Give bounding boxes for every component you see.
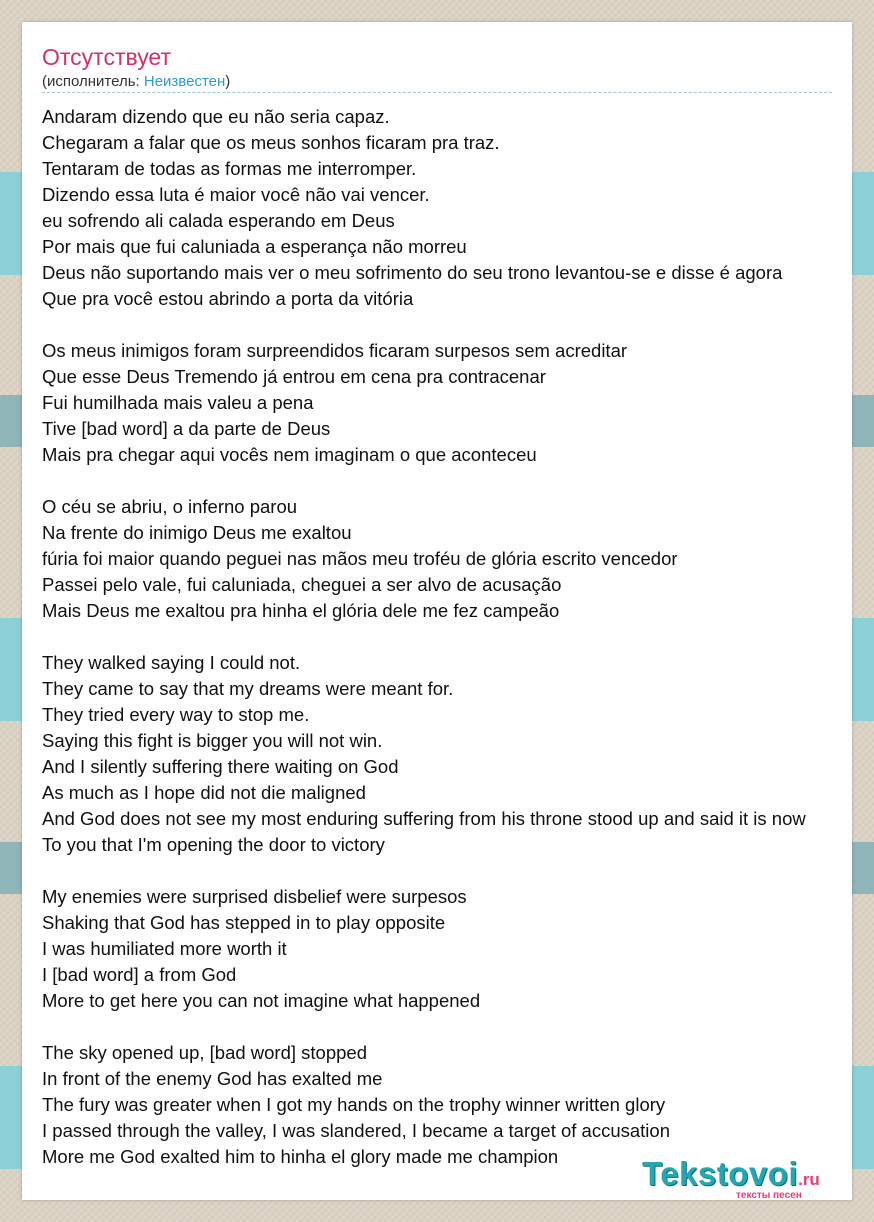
lyric-line: Tive [bad word] a da parte de Deus — [42, 418, 331, 439]
lyric-line: Shaking that God has stepped in to play opposite — [42, 912, 446, 933]
lyric-line: fúria foi maior quando peguei nas mãos meu troféu de glória escrito vencedor — [42, 548, 678, 569]
lyric-line: Tentaram de todas as formas me interromper. — [42, 158, 417, 179]
lyric-line: The fury was greater when I got my hands on the trophy winner written glory — [42, 1094, 666, 1115]
lyric-line: Chegaram a falar que os meus sonhos ficaram pra traz. — [42, 132, 500, 153]
lyric-line: In front of the enemy God has exalted me — [42, 1068, 383, 1089]
lyric-line: Fui humilhada mais valeu a pena — [42, 392, 314, 413]
lyric-line: And God does not see my most enduring suffering from his throne stood up and said it is now — [42, 808, 806, 829]
lyric-line: They tried every way to stop me. — [42, 704, 310, 725]
logo-name: Tekstovoi — [642, 1155, 799, 1192]
lyric-line: And I silently suffering there waiting on God — [42, 756, 399, 777]
lyric-line: More me God exalted him to hinha el glory made me champion — [42, 1146, 559, 1167]
logo-tagline: тексты песен — [736, 1190, 802, 1200]
lyric-line: My enemies were surprised disbelief were surpesos — [42, 886, 467, 907]
song-title: Отсутствует — [42, 44, 171, 70]
artist-prefix: (исполнитель: — [42, 73, 144, 90]
lyric-line: Mais pra chegar aqui vocês nem imaginam o que aconteceu — [42, 444, 537, 465]
lyric-line — [42, 468, 852, 494]
lyric-line: To you that I'm opening the door to victory — [42, 834, 385, 855]
lyric-line: I [bad word] a from God — [42, 964, 237, 985]
lyric-line — [42, 858, 852, 884]
lyric-line: As much as I hope did not die maligned — [42, 782, 366, 803]
lyric-line — [42, 1014, 852, 1040]
lyric-line: Que esse Deus Tremendo já entrou em cena pra contracenar — [42, 366, 546, 387]
lyric-line: Os meus inimigos foram surpreendidos ficaram surpesos sem acreditar — [42, 340, 628, 361]
lyric-line — [42, 312, 852, 338]
lyric-line: They came to say that my dreams were meant for. — [42, 678, 454, 699]
lyric-line: I passed through the valley, I was slandered, I became a target of accusation — [42, 1120, 670, 1141]
lyric-line: Andaram dizendo que eu não seria capaz. — [42, 106, 390, 127]
lyric-line: Por mais que fui caluniada a esperança não morreu — [42, 236, 467, 257]
artist-line — [42, 73, 230, 91]
lyric-line: More to get here you can not imagine what happened — [42, 990, 481, 1011]
lyric-line: eu sofrendo ali calada esperando em Deus — [42, 210, 395, 231]
lyric-line: Que pra você estou abrindo a porta da vitória — [42, 288, 414, 309]
lyric-line: Saying this fight is bigger you will not win. — [42, 730, 383, 751]
lyric-line: I was humiliated more worth it — [42, 938, 287, 959]
lyric-line: O céu se abriu, o inferno parou — [42, 496, 298, 517]
site-logo[interactable] — [642, 1155, 820, 1200]
lyrics-card — [22, 22, 852, 1200]
artist-suffix: ) — [225, 73, 231, 90]
lyric-line: Na frente do inimigo Deus me exaltou — [42, 522, 352, 543]
lyric-line: The sky opened up, [bad word] stopped — [42, 1042, 367, 1063]
lyric-line: Mais Deus me exaltou pra hinha el glória dele me fez campeão — [42, 600, 560, 621]
lyric-line: Passei pelo vale, fui caluniada, cheguei a ser alvo de acusação — [42, 574, 562, 595]
divider — [42, 92, 832, 93]
lyrics-body — [42, 104, 852, 1170]
lyric-line — [42, 624, 852, 650]
lyric-line: They walked saying I could not. — [42, 652, 301, 673]
logo-tld: .ru — [798, 1170, 820, 1189]
lyric-line: Deus não suportando mais ver o meu sofrimento do seu trono levantou-se e disse é agora — [42, 262, 783, 283]
lyric-line: Dizendo essa luta é maior você não vai vencer. — [42, 184, 430, 205]
artist-link[interactable]: Неизвестен — [143, 73, 226, 90]
